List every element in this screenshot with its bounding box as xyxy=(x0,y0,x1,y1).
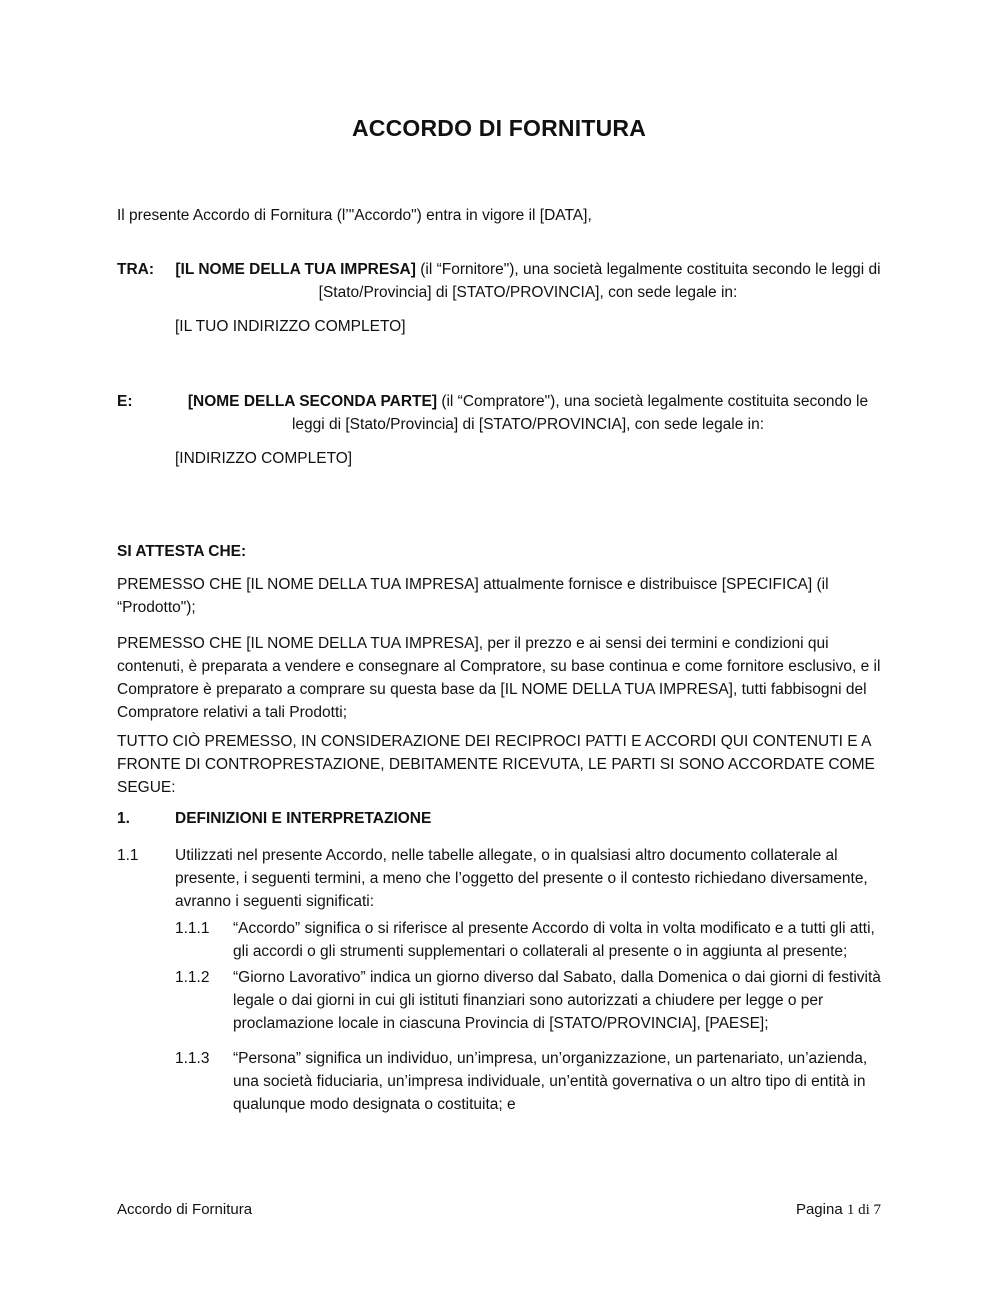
recital-now-therefore: TUTTO CIÒ PREMESSO, IN CONSIDERAZIONE DEI RECIPROCI PATTI E ACCORDI QUI CONTENUTI E A FRONTE DI CONTROPRESTAZIONE, DEBITAMENTE RICEVUTA, LE PARTI SI SONO ACCORDATE COME SEGUE: xyxy=(117,733,875,796)
subclause-1-1-1-number: 1.1.1 xyxy=(175,920,210,937)
subclause-1-1-1-text: “Accordo” significa o si riferisce al presente Accordo di volta in volta modificato e a tutti gli atti, gli accordi o gli strumenti supplementari o collaterali al presente o in aggiunta al presente; xyxy=(233,920,875,960)
subclause-1-1-3-number: 1.1.3 xyxy=(175,1050,210,1067)
subclause-1-1-2-row xyxy=(117,966,881,1035)
recital-whereas-1: PREMESSO CHE [IL NOME DELLA TUA IMPRESA] attualmente fornisce e distribuisce [SPECIFICA] (il “Prodotto"); xyxy=(117,576,829,616)
subclause-1-1-3-row xyxy=(117,1047,881,1116)
party-label-e: E: xyxy=(117,393,133,410)
attestation-heading: SI ATTESTA CHE: xyxy=(117,543,247,560)
section-1-heading-row xyxy=(117,807,881,830)
party-name-buyer: [NOME DELLA SECONDA PARTE] xyxy=(187,393,438,410)
page-footer xyxy=(117,1198,881,1222)
clause-1-1-text: Utilizzati nel presente Accordo, nelle tabelle allegate, o in qualsiasi altro documento collaterale al presente, i seguenti termini, a meno che l’oggetto del presente o il contesto richiedano diversamente, avranno i seguenti significati: xyxy=(175,847,868,910)
footer-page-label: Pagina xyxy=(795,1201,847,1218)
document-title: ACCORDO DI FORNITURA xyxy=(351,115,647,141)
section-1-heading: DEFINIZIONI E INTERPRETAZIONE xyxy=(175,810,432,827)
subclause-1-1-2-number: 1.1.2 xyxy=(175,969,210,986)
clause-1-1-number: 1.1 xyxy=(117,847,139,864)
party-text-buyer xyxy=(175,390,881,436)
subclause-1-1-2-text: “Giorno Lavorativo” indica un giorno diverso dal Sabato, dalla Domenica o dai giorni di festività legale o dai giorni in cui gli istituti finanziari sono autorizzati a chiudere per legge o per proclamazione locale in ciascuna Provincia di [STATO/PROVINCIA], [PAESE]; xyxy=(233,969,881,1032)
intro-paragraph: Il presente Accordo di Fornitura (l’"Accordo") entra in vigore il [DATA], xyxy=(117,207,592,224)
section-1-number: 1. xyxy=(117,810,130,827)
subclause-1-1-3-text: “Persona” significa un individuo, un’impresa, un’organizzazione, un partenariato, un’azienda, una società fiduciaria, un’impresa individuale, un’entità governativa o un altro tipo di entità in qualunque modo designata o costituita; e xyxy=(233,1050,868,1113)
footer-document-name: Accordo di Fornitura xyxy=(117,1201,253,1218)
party-label-tra: TRA: xyxy=(117,261,155,278)
footer-page-indicator xyxy=(796,1198,881,1222)
subclause-1-1-1-row xyxy=(117,917,881,963)
party-text-supplier xyxy=(175,258,881,304)
footer-page-number: 1 di 7 xyxy=(846,1202,881,1218)
party-block-buyer xyxy=(117,390,881,436)
party-description-buyer: (il “Compratore"), una società legalmente costituita secondo le leggi di [Stato/Provincia] di [STATO/PROVINCIA], con sede legale in: xyxy=(291,393,869,433)
party-description-supplier: (il “Fornitore"), una società legalmente costituita secondo le leggi di [Stato/Provincia] di [STATO/PROVINCIA], con sede legale in: xyxy=(318,261,881,301)
party-name-supplier: [IL NOME DELLA TUA IMPRESA] xyxy=(175,261,416,278)
party-address-buyer: [INDIRIZZO COMPLETO] xyxy=(175,450,353,467)
party-block-supplier xyxy=(117,258,881,304)
clause-1-1-row xyxy=(117,844,881,913)
recital-whereas-2: PREMESSO CHE [IL NOME DELLA TUA IMPRESA], per il prezzo e ai sensi dei termini e condizioni qui contenuti, è preparata a vendere e consegnare al Compratore, su base continua e come fornitore esclusivo, e il Compratore è preparato a comprare su questa base da [IL NOME DELLA TUA IMPRESA], tutti fabbisogni del Compratore relativi a tali Prodotti; xyxy=(117,635,881,721)
party-address-supplier: [IL TUO INDIRIZZO COMPLETO] xyxy=(175,318,406,335)
